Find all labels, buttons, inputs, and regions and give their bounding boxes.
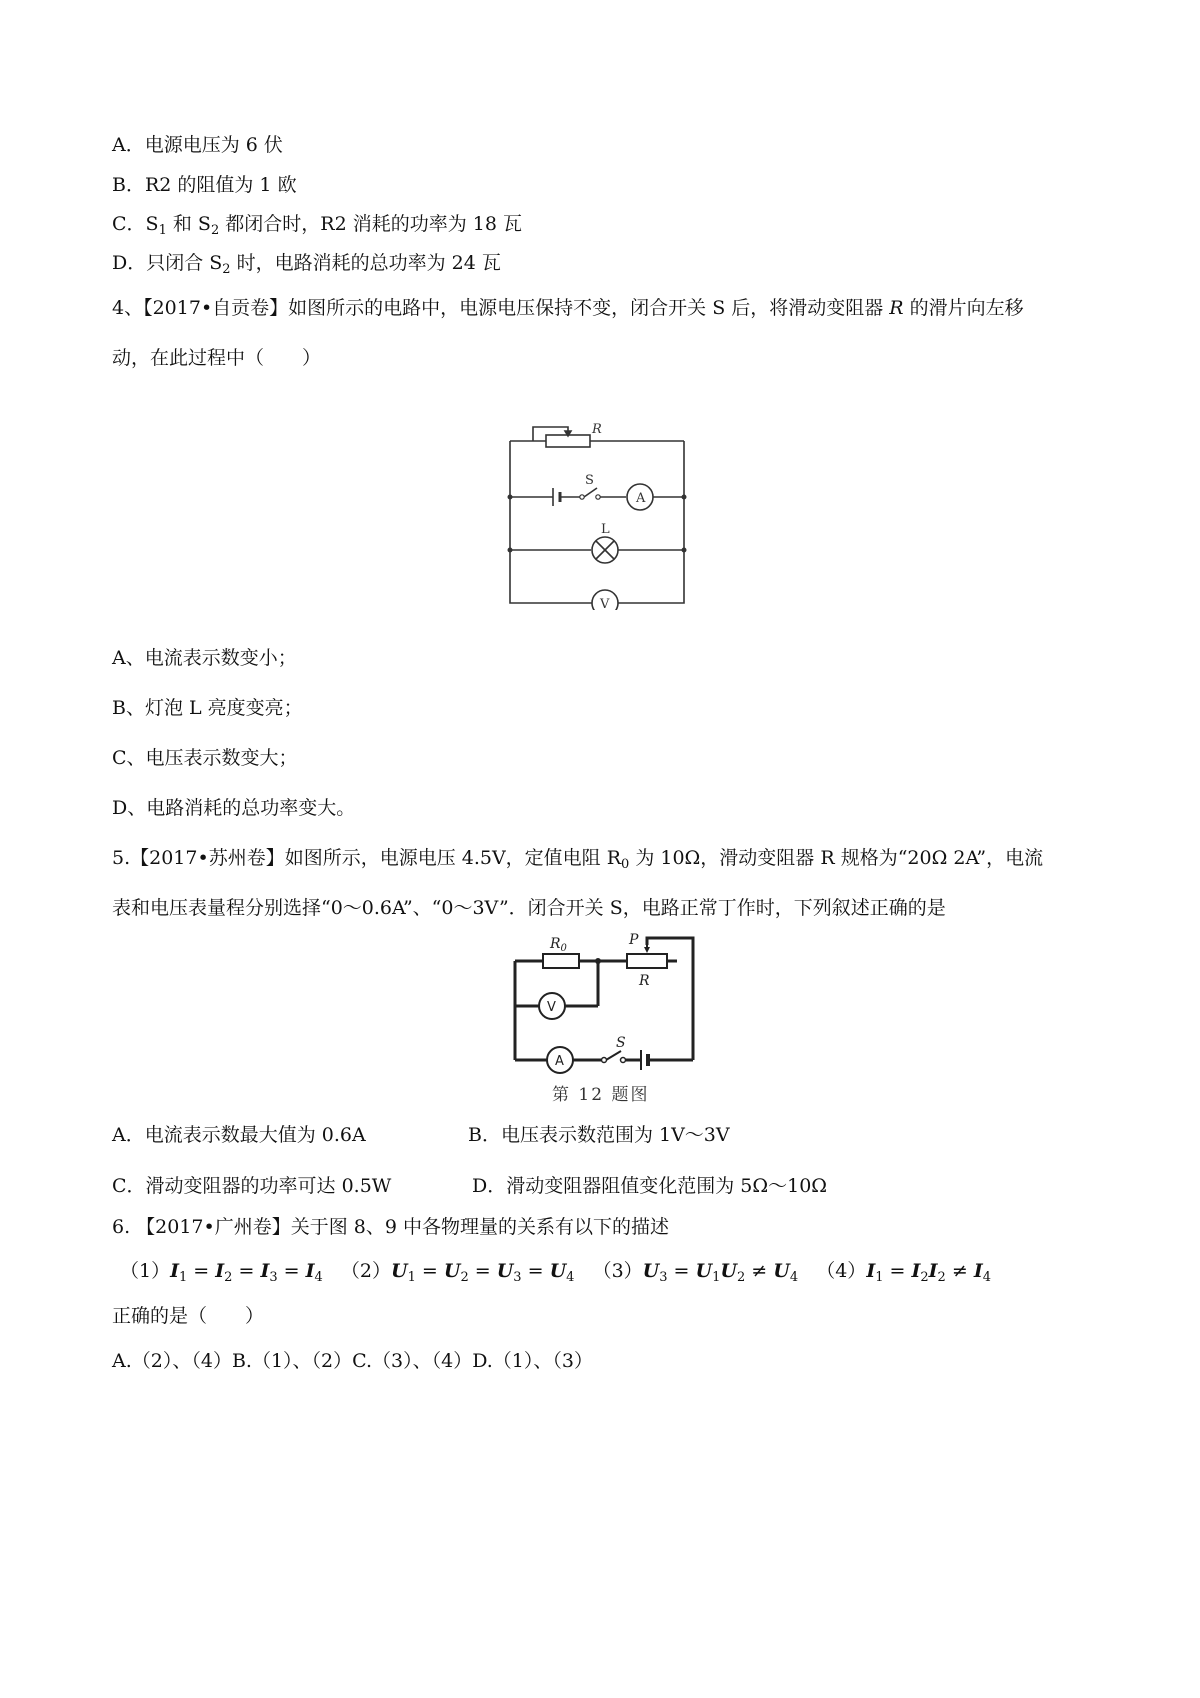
q5-circuit-diagram bbox=[505, 932, 705, 1112]
q5-option-d: D．滑动变阻器阻值变化范围为 5Ω～10Ω bbox=[472, 1175, 828, 1197]
label-s: S bbox=[585, 473, 594, 488]
q3-option-d-text: D．只闭合 S bbox=[112, 252, 223, 274]
q4-stem-text: 4、【2017•自贡卷】如图所示的电路中，电源电压保持不变，闭合开关 S 后，将滑动变阻器 bbox=[112, 297, 890, 319]
q3-option-a: A．电源电压为 6 伏 bbox=[112, 134, 283, 156]
subscript: 1 bbox=[158, 223, 167, 238]
q4-option-d: D、电路消耗的总功率变大。 bbox=[112, 797, 356, 819]
q3-option-c bbox=[112, 211, 522, 237]
q3-option-b: B．R2 的阻值为 1 欧 bbox=[112, 174, 297, 196]
q5-option-c: C．滑动变阻器的功率可达 0.5W bbox=[112, 1175, 392, 1197]
q5-stem-text: 5.【2017•苏州卷】如图所示，电源电压 4.5V，定值电阻 R bbox=[112, 847, 622, 869]
q4-option-a: A、电流表示数变小； bbox=[112, 647, 297, 669]
label-l: L bbox=[601, 522, 610, 537]
q5-stem-line1 bbox=[112, 845, 1043, 871]
subscript: 0 bbox=[621, 857, 630, 872]
q4-stem-line1 bbox=[112, 295, 1024, 321]
label-a: A bbox=[555, 1054, 564, 1069]
q5-stem-line2: 表和电压表量程分别选择“0～0.6A”、“0～3V”．闭合开关 S，电路正常丁作时，下列叙述正确的是 bbox=[112, 897, 946, 919]
q3-option-c-text: 都闭合时，R2 消耗的功率为 18 瓦 bbox=[219, 213, 522, 235]
q3-option-c-text: 和 S bbox=[166, 213, 211, 235]
q4-option-c: C、电压表示数变大； bbox=[112, 747, 298, 769]
subscript: 2 bbox=[222, 262, 231, 277]
label-r0: $R_0$ bbox=[550, 936, 567, 954]
label-s: S bbox=[616, 1035, 626, 1051]
q4-option-b: B、灯泡 L 亮度变亮； bbox=[112, 697, 303, 719]
label-v: V bbox=[547, 1000, 556, 1015]
statement-3-label: （3） bbox=[592, 1260, 643, 1282]
q3-option-d-text: 时，电路消耗的总功率为 24 瓦 bbox=[230, 252, 501, 274]
q5-option-b: B．电压表示数范围为 1V～3V bbox=[468, 1124, 730, 1146]
q4-circuit-diagram bbox=[505, 420, 705, 610]
subscript: 2 bbox=[210, 223, 220, 238]
label-r: R bbox=[639, 973, 650, 989]
q3-option-d bbox=[112, 250, 501, 276]
q5-option-a: A．电流表示数最大值为 0.6A bbox=[112, 1124, 366, 1146]
q3-option-c-text: C．S bbox=[112, 213, 159, 235]
label-p: P bbox=[629, 932, 639, 948]
q6-options: A.（2）、（4）B.（1）、（2）C.（3）、（4）D.（1）、（3） bbox=[112, 1350, 593, 1372]
figure-caption: 第 12 题图 bbox=[552, 1085, 650, 1105]
statement-2-label: （2） bbox=[340, 1260, 391, 1282]
q4-stem-line2: 动，在此过程中（ ） bbox=[112, 347, 322, 369]
statement-1-label: （1） bbox=[120, 1260, 171, 1282]
label-v: V bbox=[600, 597, 610, 610]
statement-4-label: （4） bbox=[816, 1260, 867, 1282]
variable-r: R bbox=[889, 297, 904, 319]
q4-stem-text: 的滑片向左移 bbox=[903, 297, 1024, 319]
q5-stem-text: 为 10Ω，滑动变阻器 R 规格为“20Ω 2A”，电流 bbox=[629, 847, 1044, 869]
q6-stem: 6. 【2017•广州卷】关于图 8、9 中各物理量的关系有以下的描述 bbox=[112, 1216, 669, 1238]
q6-statements: $(1)I_1 = I_2 = I_3 = I_4$ $(2)U_1 = U_2 = U_3 = U_4$ $(3)U_3 = U_1U_2 \ne U_4$ $(4)I_1 = I_2I_2 \ne I_4$ bbox=[120, 1260, 991, 1285]
label-a: A bbox=[636, 491, 646, 506]
label-r: R bbox=[592, 422, 602, 437]
q6-answer-prompt: 正确的是（ ） bbox=[112, 1305, 265, 1327]
